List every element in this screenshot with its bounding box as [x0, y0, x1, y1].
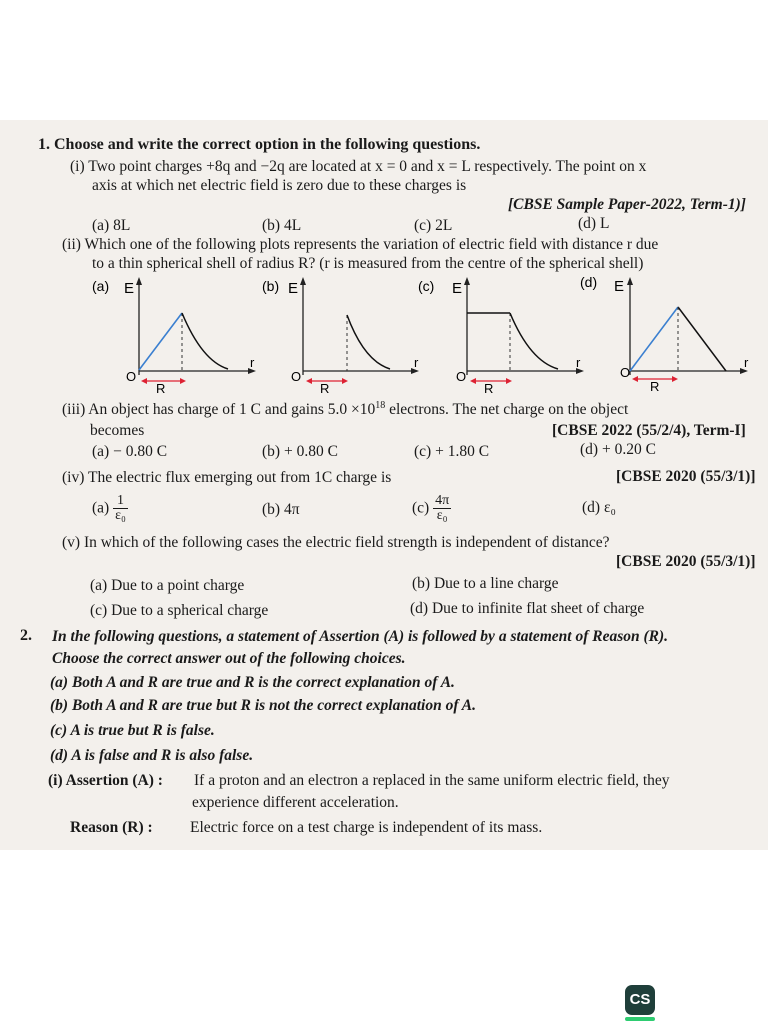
- q1-iv-option-c: (c) $\frac{4\pi}{\text{ε₀}}$: [412, 493, 450, 523]
- q1-i-text-line1: (i) Two point charges +8q and −2q are located at x = 0 and x = L respectively. The point on x: [70, 158, 647, 175]
- fraction-four-pi-over-epsilon: $\frac{4\pi}{\text{ε₀}}$: [435, 493, 450, 523]
- blank-top-margin: [0, 0, 768, 120]
- graph-b-axis-y: E: [288, 280, 299, 297]
- q1-v-text-line1: (v) In which of the following cases the electric field strength is independent of distance?: [62, 534, 610, 551]
- graph-a-label: (a): [92, 278, 110, 294]
- q1-i-source: [CBSE Sample Paper-2022, Term-1)]: [508, 196, 746, 213]
- q2-number: 2.: [20, 627, 32, 644]
- q1-iv-text-line1: (iv) The electric flux emerging out from 1C charge is: [62, 469, 392, 486]
- camscanner-logo-icon: CS: [625, 985, 655, 1015]
- q1-v-option-d: (d) Due to infinite flat sheet of charge: [410, 600, 645, 617]
- q2-instruction-line1: In the following questions, a statement of Assertion (A) is followed by a statement of Reason (R).: [52, 628, 669, 645]
- graph-b: [258, 275, 428, 395]
- q1-iv-option-b: (b) 4π: [262, 501, 300, 518]
- graph-c-axis-y: E: [452, 280, 463, 297]
- q1-iv-option-d: (d) ε₀: [582, 499, 616, 516]
- q1-iv-option-a: (a) $\frac{1}{\text{ε₀}}$: [92, 493, 126, 523]
- q1-iii-text-line1: (iii) An object has charge of 1 C and gains $5.0 \times 10^{18}$ electrons. The net charge on the object: [62, 400, 629, 419]
- q2-instruction-line2: Choose the correct answer out of the following choices.: [52, 650, 406, 667]
- graph-b-axis-x: r: [414, 355, 419, 370]
- q1-v-option-b: (b) Due to a line charge: [412, 575, 559, 592]
- q1-iii-option-b: (b) + 0.80 C: [262, 443, 338, 460]
- q1-i-option-b: (b) 4L: [262, 217, 302, 234]
- fraction-one-over-epsilon: $\frac{1}{\text{ε₀}}$: [115, 493, 126, 523]
- q1-heading: 1. Choose and write the correct option in the following questions.: [38, 136, 481, 153]
- q1-iii-option-c: (c) + 1.80 C: [414, 443, 490, 460]
- graph-d-label: (d): [580, 275, 598, 290]
- q2-choice-b: (b) Both A and R are true but R is not the correct explanation of A.: [50, 697, 477, 714]
- graph-d-origin: O: [620, 365, 631, 380]
- q1-i-option-c: (c) 2L: [414, 217, 453, 234]
- q1-iii-source: [CBSE 2022 (55/2/4), Term-I]: [552, 422, 746, 439]
- q1-ii-text-line1: (ii) Which one of the following plots represents the variation of electric field with distance r due: [62, 236, 659, 253]
- q1-v-option-c: (c) Due to a spherical charge: [90, 602, 269, 619]
- graph-a-axis-y: E: [124, 280, 135, 297]
- graph-b-origin: O: [291, 369, 302, 384]
- q1-v-option-a: (a) Due to a point charge: [90, 577, 245, 594]
- q1-iii-option-a: (a) − 0.80 C: [92, 443, 168, 460]
- graph-c-axis-x: r: [576, 355, 581, 370]
- q2-reason-label: Reason (R) :: [70, 819, 153, 836]
- q2-choice-a: (a) Both A and R are true and R is the correct explanation of A.: [50, 674, 455, 691]
- q1-ii-text-line2: to a thin spherical shell of radius R? (r is measured from the centre of the spherical shell): [92, 255, 644, 272]
- q1-i-option-a: (a) 8L: [92, 217, 131, 234]
- graph-c-origin: O: [456, 369, 467, 384]
- graph-a-radius: R: [156, 381, 166, 395]
- q2-assertion-label: (i) Assertion (A) :: [48, 772, 163, 789]
- graph-c-label: (c): [418, 278, 435, 294]
- q1-v-source: [CBSE 2020 (55/3/1)]: [616, 553, 756, 570]
- graph-a-origin: O: [126, 369, 137, 384]
- graph-d-axis-x: r: [744, 355, 749, 370]
- q2-assertion-line2: experience different acceleration.: [192, 794, 399, 811]
- graph-d-axis-y: E: [614, 278, 625, 295]
- graph-b-radius: R: [320, 381, 330, 395]
- graph-c: [416, 275, 591, 395]
- graph-d: [578, 275, 758, 395]
- graph-b-label: (b): [262, 278, 280, 294]
- q2-choice-c: (c) A is true but R is false.: [50, 722, 215, 739]
- graph-a-axis-x: r: [250, 355, 255, 370]
- q1-iii-text-line2: becomes: [90, 422, 145, 439]
- camscanner-logo-bar: [625, 1017, 655, 1021]
- graph-c-radius: R: [484, 381, 494, 395]
- textbook-page: [0, 120, 768, 850]
- graph-d-radius: R: [650, 379, 660, 394]
- q2-assertion-line1: If a proton and an electron a replaced in the same uniform electric field, they: [194, 772, 670, 789]
- q1-i-option-d: (d) L: [578, 215, 610, 232]
- q2-choice-d: (d) A is false and R is also false.: [50, 747, 254, 764]
- q1-i-text-line2: axis at which net electric field is zero due to these charges is: [92, 177, 467, 194]
- q1-iv-source: [CBSE 2020 (55/3/1)]: [616, 468, 756, 485]
- graph-a: [90, 275, 260, 395]
- q1-iii-option-d: (d) + 0.20 C: [580, 441, 656, 458]
- q2-reason-text: Electric force on a test charge is independent of its mass.: [190, 819, 543, 836]
